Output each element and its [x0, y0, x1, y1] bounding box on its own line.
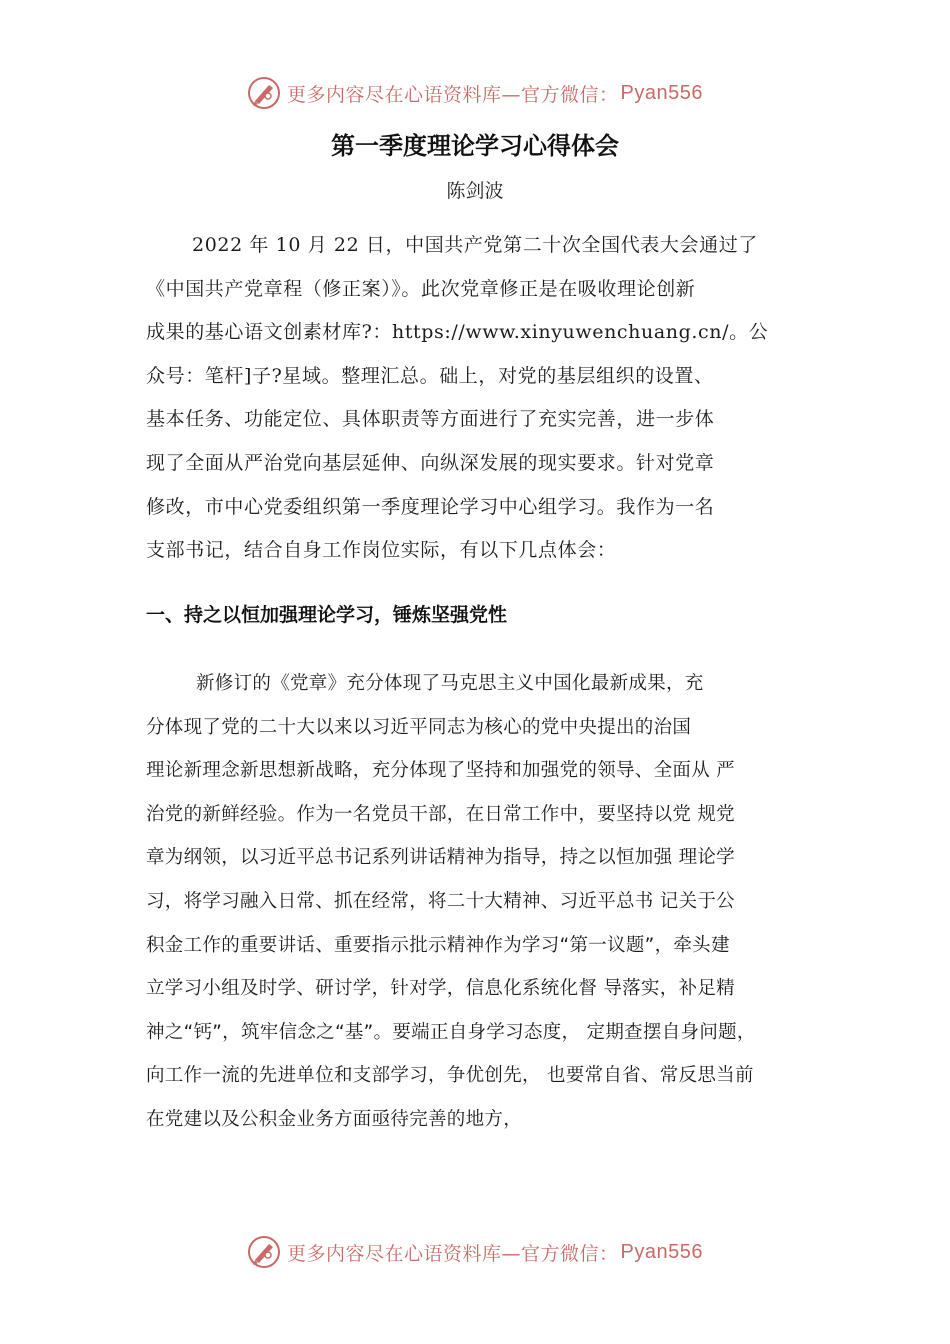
paragraph-line: 修改，市中心党委组织第一季度理论学习中心组学习。我作为一名 [146, 495, 715, 518]
paragraph-line: 现了全面从严治党向基层延伸、向纵深发展的现实要求。针对党章 [146, 451, 715, 474]
paragraph-line: 众号：笔杆]子?星域。整理汇总。础上，对党的基层组织的设置、 [146, 364, 714, 387]
section-heading: 一、持之以恒加强理论学习，锤炼坚强党性 [146, 604, 508, 626]
watermark-text: 更多内容尽在心语资料库—官方微信： [287, 1242, 619, 1265]
paragraph-line: 新修订的《党章》充分体现了马克思主义中国化最新成果，充 [196, 673, 704, 694]
document-author: 陈剑波 [446, 180, 504, 202]
paragraph-line: 2022 年 10 月 22 日，中国共产党第二十次全国代表大会通过了 [192, 234, 758, 256]
paragraph-line: 神之“钙”，筑牢信念之“基”。要端正自身学习态度， 定期查摆自身问题， [146, 1021, 756, 1043]
watermark-wechat-id: Pyan556 [620, 81, 703, 104]
paragraph-line: 理论新理念新思想新战略，充分体现了坚持和加强党的领导、全面从 严 [146, 760, 735, 782]
paragraph-line: 习，将学习融入日常、抓在经常，将二十大精神、习近平总书 记关于公 [146, 890, 735, 912]
paragraph-line: 成果的基心语文创素材库?：https://www.xinyuwenchuang.cn/。公 [146, 321, 769, 344]
paragraph-line: 《中国共产党章程（修正案）》。此次党章修正是在吸收理论创新 [146, 277, 696, 300]
paragraph-line: 在党建以及公积金业务方面亟待完善的地方， [146, 1108, 523, 1130]
paragraph-line: 立学习小组及时学、研讨学，针对学，信息化系统化督 导落实，补足精 [146, 978, 735, 1000]
header-watermark [0, 73, 950, 113]
footer-watermark [0, 1232, 950, 1272]
paragraph-line: 积金工作的重要讲话、重要指示批示精神作为学习“第一议题”，牵头建 [146, 934, 730, 956]
intro-paragraph [146, 224, 836, 573]
paragraph-line: 支部书记，结合自身工作岗位实际，有以下几点体会： [146, 539, 617, 562]
document-title: 第一季度理论学习心得体会 [331, 132, 619, 160]
paragraph-line: 分体现了党的二十大以来以习近平同志为核心的党中央提出的治国 [146, 716, 692, 738]
paragraph-line: 章为纲领，以习近平总书记系列讲话精神为指导，持之以恒加强 理论学 [146, 847, 735, 869]
paragraph-line: 向工作一流的先进单位和支部学习，争优创先， 也要常自省、常反思当前 [146, 1065, 754, 1087]
pen-logo-icon [247, 76, 281, 110]
section-paragraph [146, 662, 836, 1142]
paragraph-line: 基本任务、功能定位、具体职责等方面进行了充实完善，进一步体 [146, 408, 715, 431]
pen-logo-icon [247, 1235, 281, 1269]
paragraph-line: 治党的新鲜经验。作为一名党员干部，在日常工作中，要坚持以党 规党 [146, 803, 735, 825]
watermark-text: 更多内容尽在心语资料库—官方微信： [287, 83, 619, 106]
watermark-wechat-id: Pyan556 [620, 1240, 703, 1263]
